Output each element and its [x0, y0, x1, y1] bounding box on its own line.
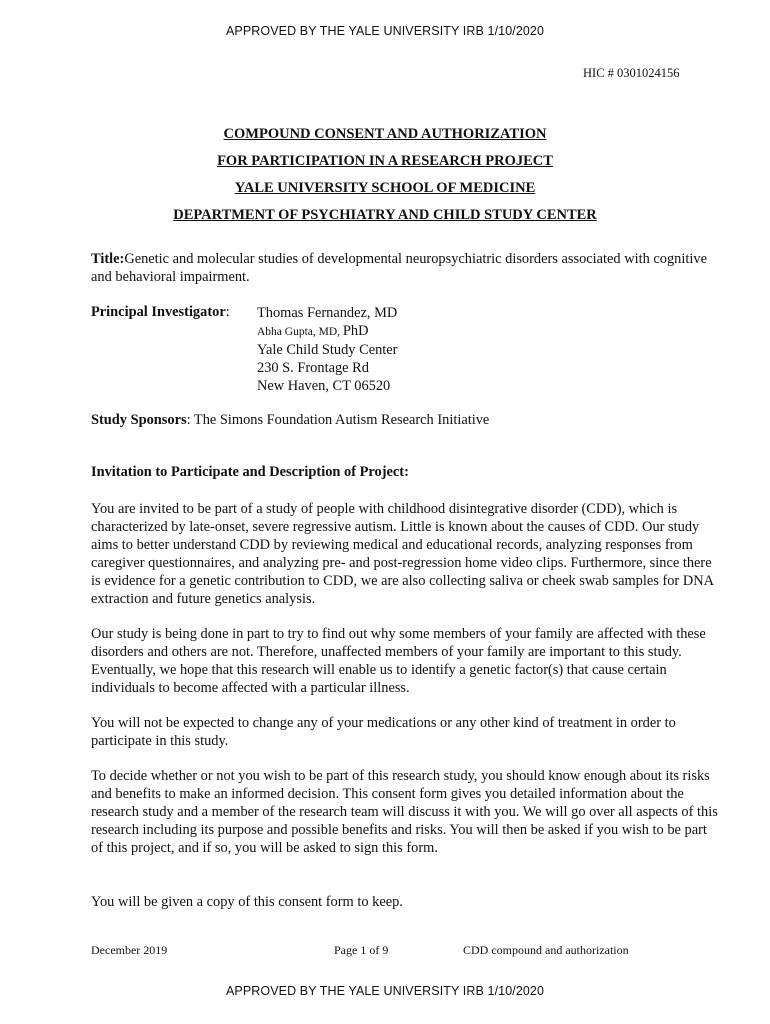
pi-street: 230 S. Frontage Rd: [257, 360, 369, 376]
title-line-3: YALE UNIVERSITY SCHOOL OF MEDICINE: [234, 180, 536, 196]
paragraph-informed-decision: To decide whether or not you wish to be part of this research study, you should know enough about its risks and benefits to make an informed decision. This consent form gives you detailed information about the research study and a member of the research team will discuss it with you. We will go over all aspects of this research including its purpose and possible benefits and risks. You will then be asked if you wish to be part of this project, and if so, you will be asked to sign this form.: [91, 768, 718, 856]
footer-document-name: CDD compound and authorization: [463, 943, 629, 957]
paragraph-study-purpose: Our study is being done in part to try to find out why some members of your family are affected with these disorders and others are not. Therefore, unaffected members of your family are important to this study. Eventually, we hope that this research will enable us to identify a genetic factor(s) that cause certain individuals to become affected with a particular illness.: [91, 626, 706, 696]
irb-approval-stamp-bottom: APPROVED BY THE YALE UNIVERSITY IRB 1/10/2020: [225, 984, 545, 998]
pi-city: New Haven, CT 06520: [257, 378, 391, 394]
title-line-1: COMPOUND CONSENT AND AUTHORIZATION: [223, 126, 547, 142]
irb-approval-stamp-top: APPROVED BY THE YALE UNIVERSITY IRB 1/10/2020: [225, 24, 545, 38]
footer-page-number: Page 1 of 9: [334, 943, 389, 957]
paragraph-treatment: You will not be expected to change any of your medications or any other kind of treatment in order to participate in this study.: [91, 715, 676, 749]
study-title: [91, 250, 721, 286]
paragraph-study-description: You are invited to be part of a study of people with childhood disintegrative disorder (CDD), which is characterized by late-onset, severe regressive autism. Little is known about the causes of CDD. Our study aims to better understand CDD by reviewing medical and educational records, analyzing responses from caregiver questionnaires, and analyzing pre- and post-regression home video clips. Furthermore, since there is evidence for a genetic contribution to CDD, we are also collecting saliva or cheek swab samples for DNA extraction and future genetics analysis.: [91, 501, 714, 607]
pi-affiliation: Yale Child Study Center: [257, 342, 398, 358]
paragraph-copy: You will be given a copy of this consent form to keep.: [91, 894, 403, 910]
sponsor-label: Study Sponsors: [91, 412, 187, 428]
study-title-text: Genetic and molecular studies of developmental neuropsychiatric disorders associated with cognitive and behavioral impairment.: [91, 251, 707, 285]
principal-investigator-details: [257, 304, 397, 395]
pi-name-1: Thomas Fernandez, MD: [257, 305, 398, 321]
principal-investigator-label: Principal Investigator:: [91, 304, 230, 320]
hic-number: HIC # 0301024156: [583, 66, 680, 80]
pi-name-2: Abha Gupta, MD, PhD: [257, 323, 369, 339]
title-line-4: DEPARTMENT OF PSYCHIATRY AND CHILD STUDY CENTER: [173, 207, 597, 223]
sponsor-text: : The Simons Foundation Autism Research Initiative: [186, 412, 490, 428]
study-sponsors: [91, 411, 721, 429]
study-title-label: Title:: [91, 251, 125, 267]
footer-date: December 2019: [91, 943, 168, 957]
title-line-2: FOR PARTICIPATION IN A RESEARCH PROJECT: [217, 153, 553, 169]
invitation-heading: Invitation to Participate and Description of Project:: [91, 464, 409, 480]
document-title-block: [0, 124, 770, 232]
